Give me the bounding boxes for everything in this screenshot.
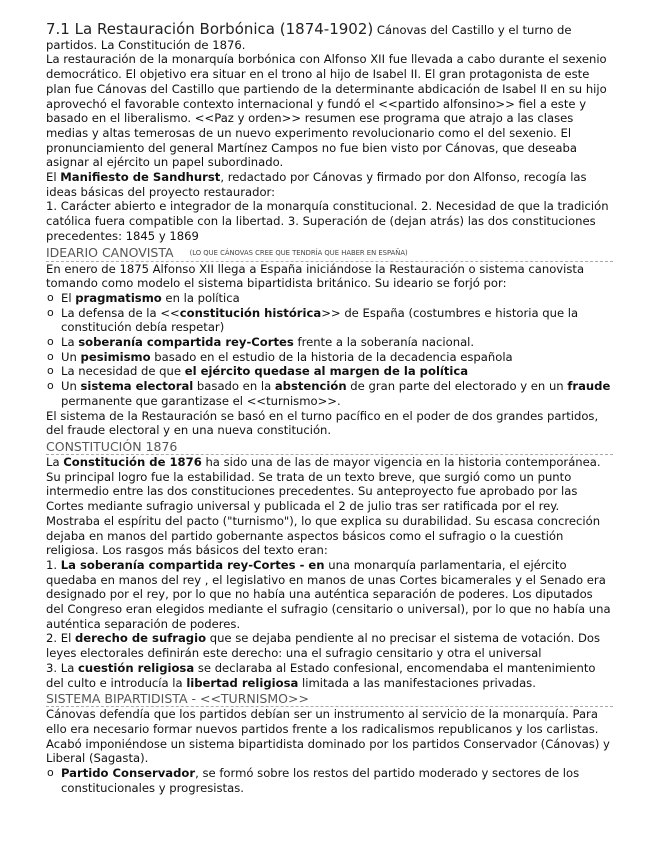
text: de gran parte del electorado y en un bbox=[346, 379, 568, 394]
section-note: (LO QUE CÁNOVAS CREE QUE TENDRÍA QUE HABER EN ESPAÑA) bbox=[189, 248, 408, 257]
text: La necesidad de que bbox=[61, 364, 185, 379]
list-item bbox=[46, 766, 613, 795]
page-title: 7.1 La Restauración Borbónica (1874-1902) bbox=[46, 20, 374, 38]
text: permanente que garantizase el <<turnismo>>. bbox=[61, 393, 341, 408]
text: una monarquía parlamentaria, el ejército quedaba en manos del rey , el legislativo en manos de unas Cortes bicamerales y el Senado era designado por el rey, por lo que no había una auténtica separación de poderes. Los diputados del Congreso eran elegidos mediante el sufragio (censitario o universal), por lo que no había una auténtica separación de poderes. bbox=[46, 557, 611, 631]
sandhurst-paragraph bbox=[46, 170, 613, 199]
sandhurst-points: 1. Carácter abierto e integrador de la monarquía constitucional. 2. Necesidad de que la tradición católica fuera compatible con la libertad. 3. Superación de (dejan atrás) las dos constituciones precedentes: 1845 y 1869 bbox=[46, 199, 609, 243]
bullet-icon: o bbox=[47, 290, 54, 304]
text: La defensa de la << bbox=[61, 305, 180, 320]
text: La bbox=[46, 454, 64, 469]
section-heading-ideario bbox=[46, 245, 613, 262]
constitucion-paragraph bbox=[46, 455, 613, 558]
section-title: CONSTITUCIÓN 1876 bbox=[46, 438, 178, 454]
section-title: SISTEMA BIPARTIDISTA - <<TURNISMO>> bbox=[46, 691, 309, 707]
ideario-closing: El sistema de la Restauración se basó en el turno pacífico en el poder de dos grandes partidos, del fraude electoral y en una nueva constitución. bbox=[46, 408, 599, 438]
section-heading-constitucion bbox=[46, 439, 613, 455]
bullet-icon: o bbox=[47, 335, 54, 349]
text: El bbox=[46, 170, 61, 185]
text: se declaraba al Estado confesional, encomendaba el mantenimiento del culto e introducía la bbox=[46, 660, 596, 690]
bold-term: libertad religiosa bbox=[186, 675, 299, 690]
bullet-icon: o bbox=[47, 364, 54, 378]
rasgo-1 bbox=[46, 558, 613, 632]
list-item bbox=[46, 306, 613, 335]
bold-term: Constitución de 1876 bbox=[63, 454, 202, 469]
intro-paragraph: La restauración de la monarquía borbónica con Alfonso XII fue llevada a cabo durante el sexenio democrático. El objetivo era situar en el trono al hijo de Isabel II. El gran protagonista de este plan fue Cánovas del Castillo que partiendo de la determinante abdicación de Isabel II en su hijo aprovechó el favorable contexto internacional y fundó el <<partido alfonsino>> fiel a este y basado en el liberalismo. <<Paz y orden>> resumen ese programa que atrajo a las clases medias y altas temerosas de un nuevo experimento revolucionario como el del sexenio. El pronunciamiento del general Martínez Campos no fue bien visto por Cánovas, que deseaba asignar al ejército un papel subordinado. bbox=[46, 52, 607, 170]
bold-term: pesimismo bbox=[80, 349, 151, 364]
page-subtitle: Cánovas del Castillo y el turno de partidos. La Constitución de 1876. bbox=[46, 23, 572, 52]
bold-term: Partido Conservador bbox=[61, 766, 196, 781]
text: >> de España (costumbres e historia que la constitución debía respetar) bbox=[61, 305, 579, 335]
rasgo-2 bbox=[46, 631, 613, 660]
text: basado en el estudio de la historia de la decadencia española bbox=[150, 349, 513, 364]
bold-term: derecho de sufragio bbox=[74, 631, 207, 646]
list-item bbox=[46, 364, 613, 379]
text: El bbox=[61, 290, 76, 305]
text: limitada a las manifestaciones privadas. bbox=[298, 675, 536, 690]
bold-term: fraude bbox=[567, 379, 611, 394]
text: que se dejaba pendiente al no precisar el sistema de votación. Dos leyes electorales definirán este derecho: una el sufragio censitario y otra el universal bbox=[46, 631, 601, 661]
rasgo-3 bbox=[46, 661, 613, 690]
section-heading-bipartidista bbox=[46, 691, 613, 707]
text: 2. El bbox=[46, 631, 75, 646]
bold-term: sistema electoral bbox=[80, 379, 194, 394]
text: Un bbox=[61, 349, 81, 364]
bold-term: abstención bbox=[274, 379, 347, 394]
bold-term: cuestión religiosa bbox=[78, 660, 195, 675]
bullet-icon: o bbox=[47, 766, 54, 780]
section-title: IDEARIO CANOVISTA bbox=[46, 244, 174, 260]
bold-term: La soberanía compartida rey-Cortes - en bbox=[60, 557, 325, 572]
list-item bbox=[46, 291, 613, 306]
text: 3. La bbox=[46, 660, 78, 675]
bipartidista-list bbox=[46, 766, 613, 795]
list-item bbox=[46, 350, 613, 365]
text: ha sido una de las de mayor vigencia en la historia contemporánea. Su principal logro fue la estabilidad. Se trata de un texto breve, que surgió como un punto intermedio entre las dos constituciones precedentes. Su anteproyecto fue aprobado por las Cortes mediante sufragio universal y publicada el 2 de julio tras ser ratificada por el rey. Mostraba el espíritu del pacto ("turnismo"), lo que explica su durabilidad. Su escasa concreción dejaba en manos del partido gobernante aspectos básicos como el sufragio o la cuestión religiosa. Los rasgos más básicos del texto eran: bbox=[46, 454, 601, 558]
text: en la política bbox=[161, 290, 240, 305]
text: Un bbox=[61, 379, 81, 394]
ideario-intro: En enero de 1875 Alfonso XII llega a España iniciándose la Restauración o sistema canovista tomando como modelo el sistema bipartidista británico. Su ideario se forjó por: bbox=[46, 261, 585, 291]
text: frente a la soberanía nacional. bbox=[293, 335, 475, 350]
bullet-icon: o bbox=[47, 305, 54, 319]
text: , se formó sobre los restos del partido moderado y sectores de los constitucionales y progresistas. bbox=[61, 766, 580, 795]
bullet-icon: o bbox=[47, 349, 54, 363]
bold-term: constitución histórica bbox=[179, 305, 322, 320]
bold-term: el ejército quedase al margen de la política bbox=[184, 364, 469, 379]
bullet-icon: o bbox=[47, 379, 54, 393]
text: 1. bbox=[46, 557, 61, 572]
text: La bbox=[61, 335, 79, 350]
title-line bbox=[46, 22, 613, 52]
text: basado en la bbox=[193, 379, 275, 394]
list-item bbox=[46, 335, 613, 350]
bipartidista-paragraph: Cánovas defendía que los partidos debían ser un instrumento al servicio de la monarquía. Para ello era necesario formar nuevos partidos frente a los radicalismos republicanos y los carlistas. Acabó imponiéndose un sistema bipartidista dominado por los partidos Conservador (Cánovas) y Liberal (Sagasta). bbox=[46, 707, 610, 766]
ideario-list bbox=[46, 291, 613, 409]
list-item bbox=[46, 379, 613, 408]
bold-term: soberanía compartida rey-Cortes bbox=[78, 335, 294, 350]
sandhurst-term: Manifiesto de Sandhurst bbox=[60, 170, 221, 185]
bold-term: pragmatismo bbox=[75, 290, 162, 305]
text: , redactado por Cánovas y firmado por don Alfonso, recogía las ideas básicas del proyecto restaurador: bbox=[46, 170, 587, 199]
